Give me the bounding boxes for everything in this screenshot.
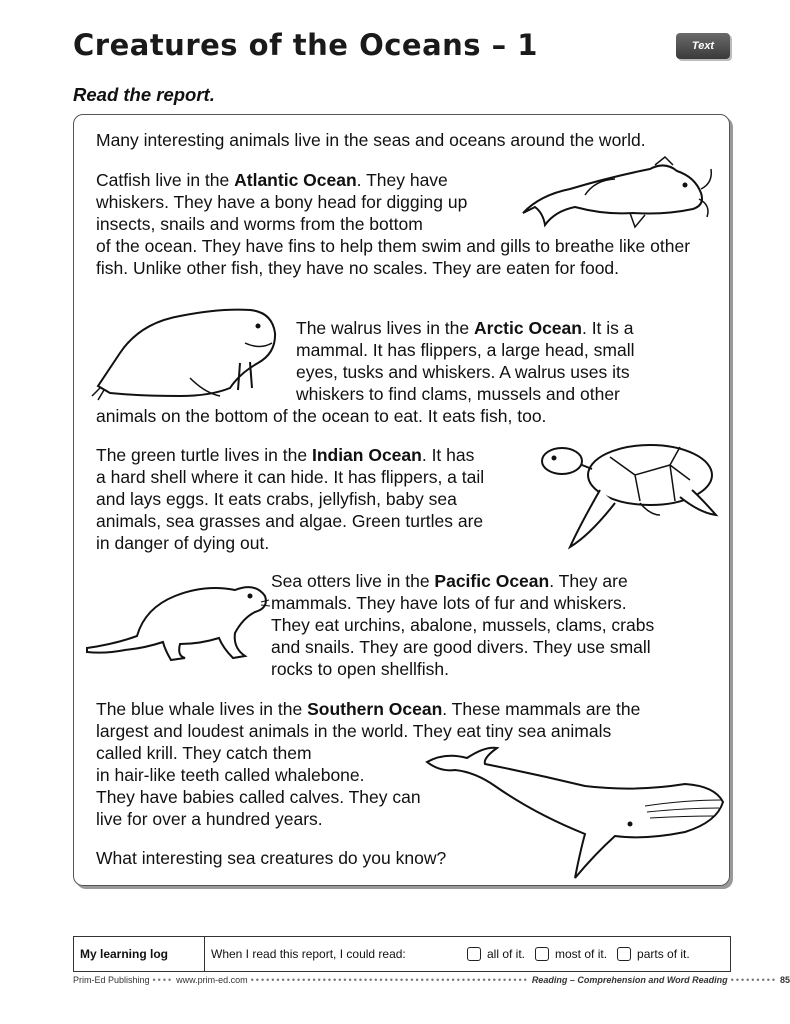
ocean-name: Indian Ocean (311, 445, 422, 465)
walrus-paragraph-bottom: animals on the bottom of the ocean to eat. It eats fish, too. (96, 406, 547, 426)
otter-paragraph: Sea otters live in the Pacific Ocean. They are mammals. They have lots of fur and whiskers. They eat urchins, abalone, mussels, clams, crabs and snails. They are good divers. They use small rocks to open shellfish. (271, 571, 655, 679)
page-title: Creatures of the Oceans – 1 (73, 28, 538, 62)
checkbox-icon[interactable] (617, 947, 631, 961)
whale-paragraph: The blue whale lives in the Southern Ocean. These mammals are the largest and loudest animals in the world. They eat tiny sea animals called krill. They catch them in hair-like teeth called whalebone. They have babies called calves. They can live for over a hundred years. (96, 699, 641, 829)
turtle-illustration (540, 435, 720, 550)
page-footer (73, 975, 790, 985)
walrus-illustration (90, 298, 285, 403)
footer-dots: •••••••••••••••••••••••••••••••••••••••••••••••••••••• (250, 975, 529, 985)
catfish-illustration (515, 155, 715, 230)
publisher: Prim-Ed Publishing (73, 975, 150, 985)
footer-dots: ••••••••• (730, 975, 778, 985)
option-all[interactable]: all of it. (467, 937, 525, 971)
footer-dots: •••• (152, 975, 174, 985)
learning-log-label: My learning log (74, 937, 205, 971)
checkbox-icon[interactable] (535, 947, 549, 961)
ocean-name: Southern Ocean (307, 699, 443, 719)
page-number: 85 (780, 975, 790, 985)
catfish-paragraph: Catfish live in the Atlantic Ocean. They have whiskers. They have a bony head for digging up insects, snails and worms from the bottom of the ocean. They have fins to help them swim and gills to breathe like other fish. Unlike other fish, they have no scales. They are eaten for food. (96, 170, 691, 278)
ocean-name: Pacific Ocean (434, 571, 550, 591)
option-parts[interactable]: parts of it. (617, 937, 690, 971)
closing-question: What interesting sea creatures do you know? (96, 848, 447, 868)
website: www.prim-ed.com (176, 975, 248, 985)
learning-log-prompt: When I read this report, I could read: (211, 947, 406, 961)
instruction: Read the report. (73, 84, 215, 105)
book-title: Reading – Comprehension and Word Reading (531, 975, 728, 985)
intro-paragraph: Many interesting animals live in the seas and oceans around the world. (96, 130, 646, 150)
text-type-tag: Text (676, 33, 730, 59)
ocean-name: Atlantic Ocean (234, 170, 357, 190)
option-most[interactable]: most of it. (535, 937, 607, 971)
blue-whale-illustration (425, 744, 725, 884)
learning-log (73, 936, 731, 972)
sea-otter-illustration (85, 578, 270, 663)
turtle-paragraph: The green turtle lives in the Indian Ocean. It has a hard shell where it can hide. It has flippers, a tail and lays eggs. It eats crabs, jellyfish, baby sea animals, sea grasses and algae. Green turtles are in danger of dying out. (96, 445, 485, 553)
walrus-paragraph-top: The walrus lives in the Arctic Ocean. It is a mammal. It has flippers, a large head, small eyes, tusks and whiskers. A walrus uses its whiskers to find clams, mussels and other (296, 318, 635, 404)
checkbox-icon[interactable] (467, 947, 481, 961)
ocean-name: Arctic Ocean (474, 318, 582, 338)
